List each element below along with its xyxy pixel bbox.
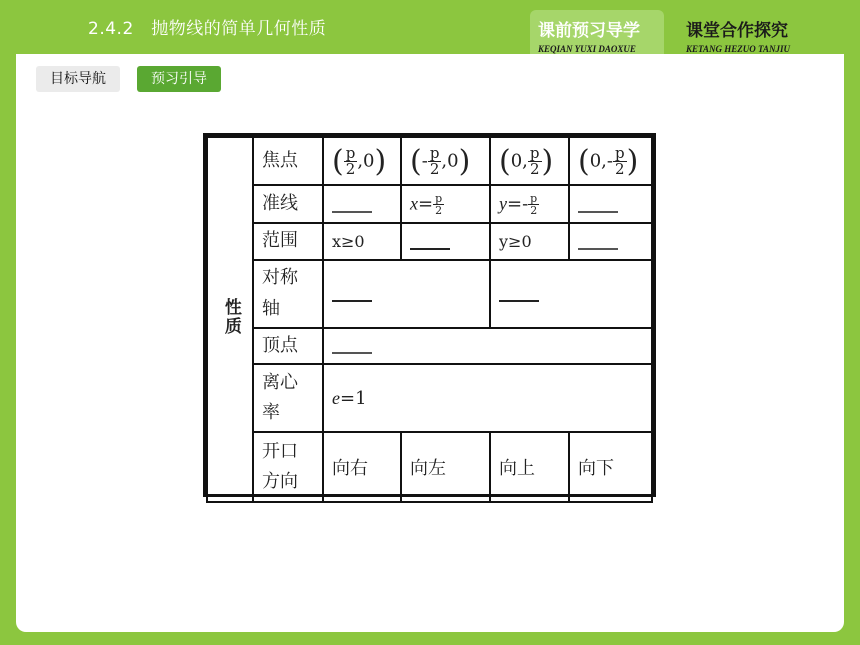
section-label: 性质 (207, 137, 253, 502)
row-opening (207, 432, 652, 502)
focus-cell: (0, $\frac{p}{2}$ ) (490, 137, 569, 185)
focus-cell: (- $\frac{p}{2}$ ,0) (401, 137, 490, 185)
row-label: 顶点 (253, 328, 323, 365)
top-bar (0, 0, 860, 54)
row-label: 准线 (253, 185, 323, 223)
lesson-title: 2.4.2 抛物线的简单几何性质 (88, 19, 327, 39)
range-blank-cell (401, 223, 490, 260)
directrix-blank-cell (323, 185, 401, 223)
row-label: 开口 方向 (253, 432, 323, 502)
axis-blank-cell (323, 260, 490, 328)
opening-cell: 向左 (401, 432, 490, 502)
row-focus (207, 137, 652, 185)
tab-label: 课前预习导学 (538, 21, 640, 41)
row-label: 对称 轴 (253, 260, 323, 328)
row-axis (207, 260, 652, 328)
row-label: 范围 (253, 223, 323, 260)
row-range (207, 223, 652, 260)
tab-class-explore[interactable] (678, 10, 838, 54)
row-label: 焦点 (253, 137, 323, 185)
vertex-blank-cell (323, 328, 652, 365)
subtab-preview-guide[interactable]: 预习引导 (137, 66, 221, 92)
row-eccentricity (207, 364, 652, 432)
focus-cell: ( $\frac{p}{2}$ ,0) (323, 137, 401, 185)
subtab-goal-nav[interactable]: 目标导航 (36, 66, 120, 92)
tab-pinyin: KEQIAN YUXI DAOXUE (538, 44, 636, 54)
row-vertex (207, 328, 652, 365)
properties-table (203, 133, 656, 497)
row-label: 离心 率 (253, 364, 323, 432)
focus-cell: (0,- $\frac{p}{2}$ ) (569, 137, 652, 185)
tab-pinyin: KETANG HEZUO TANJIU (686, 44, 791, 54)
range-cell: x≥0 (323, 223, 401, 260)
opening-cell: 向上 (490, 432, 569, 502)
directrix-cell: x= $\frac{p}{2}$ (401, 185, 490, 223)
tab-preview-study[interactable] (530, 10, 664, 54)
directrix-blank-cell (569, 185, 652, 223)
row-directrix (207, 185, 652, 223)
eccentricity-value: e=1 (323, 364, 652, 432)
tab-label: 课堂合作探究 (686, 21, 788, 41)
range-cell: y≥0 (490, 223, 569, 260)
content-panel (16, 54, 844, 632)
opening-cell: 向右 (323, 432, 401, 502)
opening-cell: 向下 (569, 432, 652, 502)
directrix-cell: y=- $\frac{p}{2}$ (490, 185, 569, 223)
axis-blank-cell (490, 260, 652, 328)
range-blank-cell (569, 223, 652, 260)
